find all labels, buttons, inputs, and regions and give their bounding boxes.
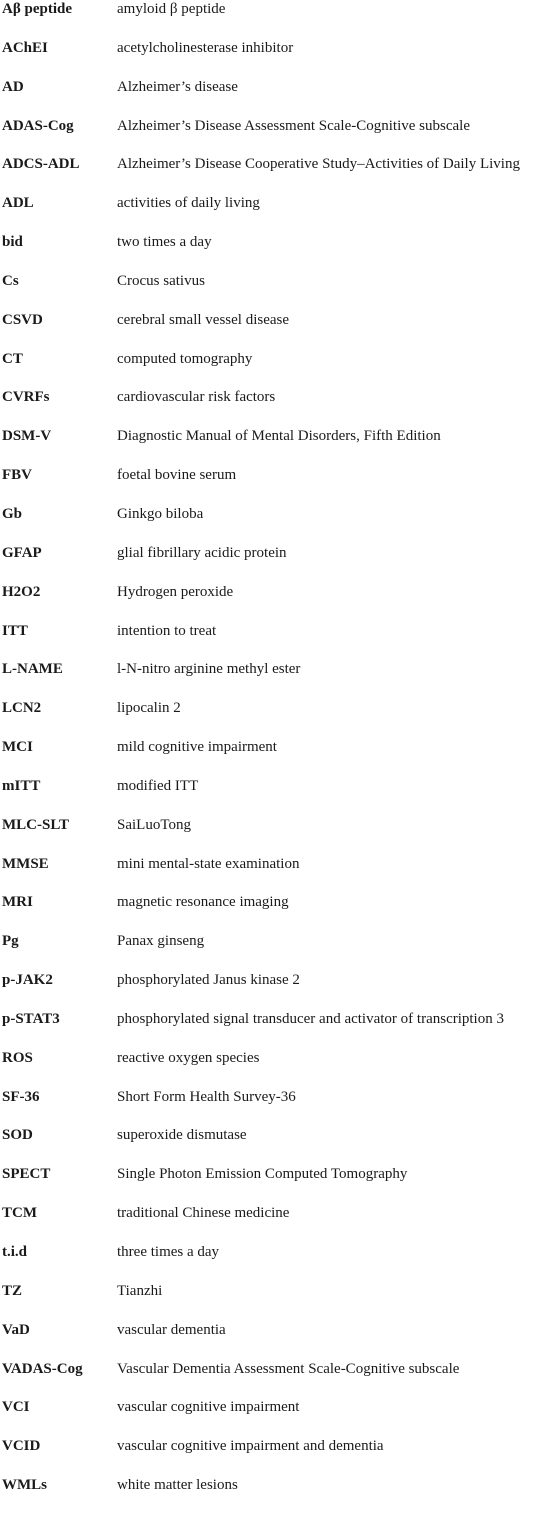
abbreviation-definition: two times a day (117, 234, 212, 251)
abbreviation-term: TCM (2, 1205, 37, 1222)
abbreviation-definition: traditional Chinese medicine (117, 1205, 290, 1222)
abbreviation-row (0, 816, 558, 855)
abbreviation-row (0, 1126, 558, 1165)
abbreviation-definition: magnetic resonance imaging (117, 894, 289, 911)
abbreviation-term: ADAS-Cog (2, 117, 74, 134)
abbreviation-definition: white matter lesions (117, 1477, 238, 1494)
abbreviation-term: MRI (2, 894, 33, 911)
abbreviation-definition: modified ITT (117, 777, 199, 794)
abbreviation-term: MLC-SLT (2, 816, 69, 833)
abbreviation-row (0, 699, 558, 738)
abbreviation-row (0, 1049, 558, 1088)
abbreviation-row (0, 1398, 558, 1437)
abbreviation-term: ADL (2, 195, 34, 212)
abbreviation-definition: foetal bovine serum (117, 467, 237, 484)
abbreviation-term: L-NAME (2, 661, 63, 678)
abbreviation-term: MMSE (2, 855, 49, 872)
abbreviation-row (0, 1165, 558, 1204)
abbreviation-row (0, 622, 558, 661)
abbreviation-term: DSM-V (2, 428, 52, 445)
abbreviation-definition: three times a day (117, 1244, 220, 1260)
abbreviation-definition: amyloid β peptide (117, 1, 226, 17)
abbreviation-definition: Alzheimer’s Disease Assessment Scale-Cognitive subscale (117, 117, 470, 134)
abbreviation-term: Pg (2, 933, 19, 950)
abbreviation-term: t.i.d (2, 1244, 28, 1260)
abbreviation-row (0, 1437, 558, 1476)
abbreviation-definition: Panax ginseng (117, 933, 205, 950)
abbreviation-row (0, 932, 558, 971)
abbreviation-term: VCI (2, 1399, 30, 1416)
abbreviation-term: SOD (2, 1127, 33, 1144)
abbreviation-definition: lipocalin 2 (117, 700, 181, 717)
abbreviation-definition: Crocus sativus (117, 272, 205, 289)
abbreviation-row (0, 544, 558, 583)
abbreviation-row (0, 388, 558, 427)
abbreviation-row (0, 1282, 558, 1321)
abbreviation-term: SPECT (2, 1166, 51, 1183)
abbreviation-row (0, 39, 558, 78)
abbreviation-row (0, 660, 558, 699)
abbreviation-term: Cs (2, 272, 19, 289)
abbreviation-definition: Ginkgo biloba (117, 505, 204, 522)
abbreviation-row (0, 583, 558, 622)
abbreviation-definition: Tianzhi (117, 1282, 163, 1299)
abbreviation-row (0, 971, 558, 1010)
abbreviation-term: VCID (2, 1438, 41, 1455)
abbreviation-row (0, 893, 558, 932)
abbreviation-term: LCN2 (2, 700, 42, 717)
abbreviation-term: FBV (2, 467, 32, 484)
abbreviation-row (0, 1010, 558, 1049)
abbreviation-definition: mild cognitive impairment (117, 739, 277, 756)
abbreviation-term: TZ (2, 1282, 23, 1299)
abbreviation-row (0, 777, 558, 816)
abbreviation-definition: l-N-nitro arginine methyl ester (117, 661, 301, 678)
abbreviation-row (0, 0, 558, 39)
abbreviation-row (0, 117, 558, 156)
abbreviation-definition: Alzheimer’s Disease Cooperative Study–Activities of Daily Living (117, 156, 520, 173)
abbreviation-term: WMLs (2, 1477, 47, 1494)
abbreviation-term: Gb (2, 505, 23, 522)
abbreviation-row (0, 1204, 558, 1243)
abbreviation-term: mITT (2, 777, 41, 794)
abbreviation-definition: intention to treat (117, 622, 217, 639)
abbreviation-definition: Vascular Dementia Assessment Scale-Cognitive subscale (117, 1360, 460, 1377)
abbreviation-row (0, 466, 558, 505)
abbreviation-term: ROS (2, 1049, 33, 1066)
abbreviation-definition: cerebral small vessel disease (117, 311, 290, 328)
abbreviation-term: AChEI (2, 39, 48, 56)
abbreviation-row (0, 738, 558, 777)
abbreviation-row (0, 505, 558, 544)
abbreviation-row (0, 272, 558, 311)
abbreviation-definition: vascular cognitive impairment (117, 1399, 300, 1416)
abbreviation-row (0, 155, 558, 194)
abbreviation-definition: acetylcholinesterase inhibitor (117, 39, 294, 56)
abbreviation-definition: Hydrogen peroxide (117, 583, 234, 600)
abbreviation-definition: Short Form Health Survey-36 (117, 1088, 296, 1105)
abbreviation-row (0, 855, 558, 894)
abbreviation-definition: computed tomography (117, 350, 253, 367)
abbreviation-definition: vascular dementia (117, 1321, 226, 1338)
abbreviation-definition: glial fibrillary acidic protein (117, 544, 287, 561)
abbreviation-term: p-STAT3 (2, 1010, 60, 1027)
abbreviation-term: CVRFs (2, 389, 50, 406)
abbreviation-row (0, 1243, 558, 1282)
abbreviation-term: VaD (2, 1321, 30, 1338)
abbreviation-definition: vascular cognitive impairment and dementia (117, 1438, 384, 1455)
abbreviation-row (0, 311, 558, 350)
abbreviation-definition: activities of daily living (117, 195, 260, 212)
abbreviation-definition: cardiovascular risk factors (117, 389, 276, 406)
abbreviation-definition: Alzheimer’s disease (117, 78, 238, 95)
abbreviation-definition: superoxide dismutase (117, 1127, 247, 1144)
abbreviation-definition: phosphorylated signal transducer and activator of transcription 3 (117, 1010, 504, 1027)
abbreviation-row (0, 1321, 558, 1360)
abbreviation-term: SF-36 (2, 1088, 40, 1105)
abbreviation-row (0, 78, 558, 117)
abbreviation-term: p-JAK2 (2, 972, 53, 989)
abbreviation-row (0, 194, 558, 233)
abbreviation-definition: reactive oxygen species (117, 1049, 260, 1066)
abbreviation-row (0, 1476, 558, 1515)
abbreviation-term: AD (2, 78, 24, 95)
abbreviation-definition: Single Photon Emission Computed Tomography (117, 1166, 408, 1183)
abbreviation-term: H2O2 (2, 583, 41, 600)
abbreviation-definition: SaiLuoTong (117, 816, 191, 833)
abbreviation-row (0, 1360, 558, 1399)
abbreviation-row (0, 1088, 558, 1127)
abbreviation-term: ADCS-ADL (2, 156, 80, 173)
abbreviation-term: MCI (2, 739, 33, 756)
abbreviation-term: bid (2, 234, 23, 251)
abbreviation-term: Aβ peptide (2, 1, 72, 17)
abbreviation-term: GFAP (2, 544, 42, 561)
abbreviation-term: VADAS-Cog (2, 1360, 83, 1377)
abbreviation-term: CSVD (2, 311, 43, 328)
abbreviation-row (0, 233, 558, 272)
abbreviation-term: ITT (2, 622, 28, 639)
abbreviation-row (0, 427, 558, 466)
abbreviation-term: CT (2, 350, 23, 367)
abbreviation-row (0, 350, 558, 389)
abbreviation-definition: mini mental-state examination (117, 855, 300, 872)
abbreviation-definition: phosphorylated Janus kinase 2 (117, 972, 300, 989)
abbreviation-definition: Diagnostic Manual of Mental Disorders, Fifth Edition (117, 428, 441, 445)
